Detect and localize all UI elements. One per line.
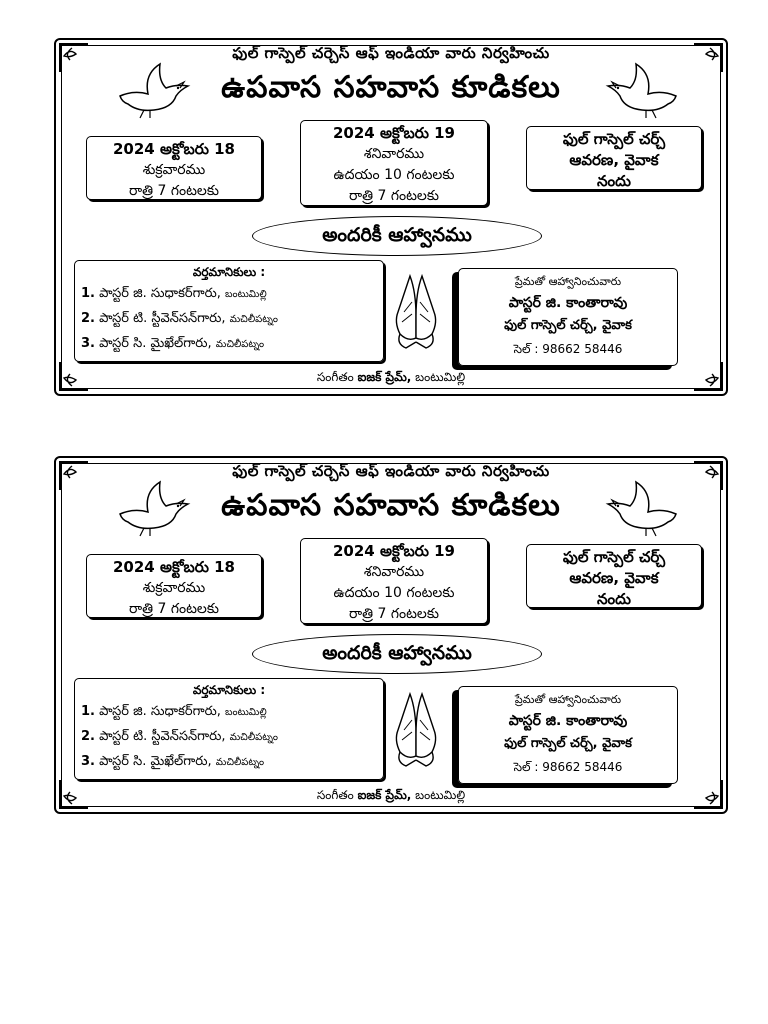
venue-box	[526, 544, 702, 608]
music-name: ఐజక్ ప్రేమ్,	[357, 788, 412, 802]
organizer-line: ఫుల్ గాస్పెల్ చర్చెస్ ఆఫ్ ఇండియా వారు నిర్వహించు	[232, 44, 550, 62]
time-text: రాత్రి 7 గంటలకు	[128, 601, 220, 617]
speaker-number: 3.	[81, 336, 95, 351]
music-place: బంటుమిల్లి	[415, 370, 466, 384]
music-credit	[56, 788, 726, 805]
event-title: ఉపవాస సహవాస కూడికలు	[221, 70, 561, 105]
host-name: పాస్టర్ జి. కాంతారావు	[508, 713, 628, 729]
venue-line: ఫుల్ గాస్పెల్ చర్చ్	[562, 130, 666, 148]
host-church: ఫుల్ గాస్పెల్ చర్చ్, వైవాక	[504, 318, 632, 333]
speaker-name: పాస్టర్ టి. స్టీవెన్‌సన్‌గారు,	[99, 311, 226, 326]
speaker-row	[75, 700, 383, 725]
praying-hands-icon	[388, 272, 446, 352]
date-box-saturday	[300, 120, 488, 206]
speaker-place: బంటుమిల్లి	[225, 289, 267, 300]
speaker-name: పాస్టర్ టి. స్టీవెన్‌సన్‌గారు,	[99, 729, 226, 744]
day-text: శుక్రవారము	[142, 162, 206, 178]
host-name: పాస్టర్ జి. కాంతారావు	[508, 295, 628, 311]
invitation-card-top	[54, 38, 728, 396]
day-text: శనివారము	[363, 146, 425, 162]
speaker-row	[75, 307, 383, 332]
dove-icon	[114, 478, 194, 538]
day-text: శనివారము	[363, 564, 425, 580]
event-title: ఉపవాస సహవాస కూడికలు	[221, 488, 561, 523]
music-credit	[56, 370, 726, 387]
venue-box	[526, 126, 702, 190]
speaker-number: 1.	[81, 704, 95, 719]
host-phone: సెల్ : 98662 58446	[513, 342, 623, 356]
date-text: 2024 అక్టోబరు 18	[113, 558, 235, 576]
speaker-name: పాస్టర్ జి. సుధాకర్‌గారు,	[99, 286, 221, 301]
venue-line: నందు	[597, 172, 631, 190]
dove-icon	[602, 478, 682, 538]
date-text: 2024 అక్టోబరు 19	[333, 124, 455, 142]
speaker-name: పాస్టర్ జి. సుధాకర్‌గారు,	[99, 704, 221, 719]
host-label: ప్రేమతో ఆహ్వానించువారు	[514, 275, 622, 288]
speakers-box	[74, 678, 384, 780]
time-text: రాత్రి 7 గంటలకు	[348, 188, 440, 204]
date-box-saturday	[300, 538, 488, 624]
praying-hands-icon	[388, 690, 446, 770]
host-box	[458, 268, 678, 366]
speaker-place: మచిలీపట్నం	[215, 339, 265, 350]
day-text: శుక్రవారము	[142, 580, 206, 596]
speaker-row	[75, 282, 383, 307]
host-church: ఫుల్ గాస్పెల్ చర్చ్, వైవాక	[504, 736, 632, 751]
organizer-line: ఫుల్ గాస్పెల్ చర్చెస్ ఆఫ్ ఇండియా వారు నిర్వహించు	[232, 462, 550, 480]
speaker-name: పాస్టర్ సి. మైఖేల్‌గారు,	[99, 754, 212, 769]
speaker-place: మచిలీపట్నం	[215, 757, 265, 768]
speaker-number: 2.	[81, 729, 95, 744]
speaker-name: పాస్టర్ సి. మైఖేల్‌గారు,	[99, 336, 212, 351]
date-text: 2024 అక్టోబరు 18	[113, 140, 235, 158]
host-box	[458, 686, 678, 784]
speaker-number: 3.	[81, 754, 95, 769]
venue-line: ఫుల్ గాస్పెల్ చర్చ్	[562, 548, 666, 566]
time-text: ఉదయం 10 గంటలకు	[333, 167, 455, 183]
speakers-heading: వర్తమానికులు :	[192, 265, 266, 279]
host-phone: సెల్ : 98662 58446	[513, 760, 623, 774]
host-label: ప్రేమతో ఆహ్వానించువారు	[514, 693, 622, 706]
date-text: 2024 అక్టోబరు 19	[333, 542, 455, 560]
music-label: సంగీతం	[316, 788, 354, 802]
music-place: బంటుమిల్లి	[415, 788, 466, 802]
speaker-place: బంటుమిల్లి	[225, 707, 267, 718]
time-text: రాత్రి 7 గంటలకు	[348, 606, 440, 622]
venue-line: ఆవరణ, వైవాక	[569, 151, 659, 169]
music-name: ఐజక్ ప్రేమ్,	[357, 370, 412, 384]
speaker-row	[75, 332, 383, 357]
date-box-friday	[86, 136, 262, 200]
speaker-row	[75, 750, 383, 775]
date-box-friday	[86, 554, 262, 618]
speakers-heading: వర్తమానికులు :	[192, 683, 266, 697]
dove-icon	[602, 60, 682, 120]
speaker-place: మచిలీపట్నం	[229, 732, 278, 743]
speaker-number: 2.	[81, 311, 95, 326]
music-label: సంగీతం	[316, 370, 354, 384]
speakers-box	[74, 260, 384, 362]
time-text: ఉదయం 10 గంటలకు	[333, 585, 455, 601]
venue-line: ఆవరణ, వైవాక	[569, 569, 659, 587]
venue-line: నందు	[597, 590, 631, 608]
speaker-row	[75, 725, 383, 750]
invite-banner: అందరికీ ఆహ్వానము	[252, 216, 542, 256]
dove-icon	[114, 60, 194, 120]
invite-banner: అందరికీ ఆహ్వానము	[252, 634, 542, 674]
speaker-place: మచిలీపట్నం	[229, 314, 278, 325]
time-text: రాత్రి 7 గంటలకు	[128, 183, 220, 199]
invitation-card-bottom	[54, 456, 728, 814]
speaker-number: 1.	[81, 286, 95, 301]
